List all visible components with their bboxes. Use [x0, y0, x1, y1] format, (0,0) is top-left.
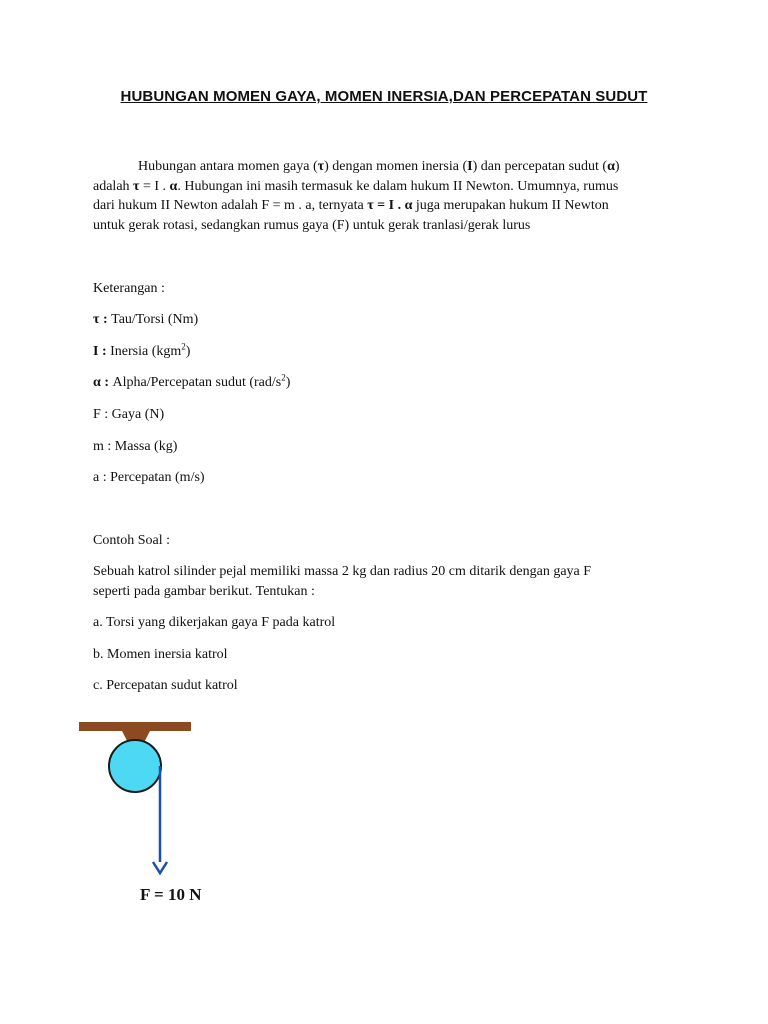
text: Tau/Torsi (Nm) — [107, 312, 199, 327]
force-label: F = 10 N — [140, 885, 202, 904]
superscript: 2 — [281, 372, 286, 383]
legend-alpha — [93, 372, 291, 391]
force-arrow-head — [153, 862, 167, 873]
page-title: HUBUNGAN MOMEN GAYA, MOMEN INERSIA,DAN PERCEPATAN SUDUT — [120, 88, 648, 105]
text: ) — [285, 375, 291, 390]
intro-line-2 — [93, 177, 683, 197]
text: Alpha/Percepatan sudut (rad/s — [108, 375, 282, 390]
text: juga merupakan hukum II Newton — [412, 198, 609, 213]
superscript: 2 — [181, 341, 186, 352]
legend-force: F : Gaya (N) — [93, 407, 165, 422]
pulley-wheel — [109, 740, 161, 792]
legend-acceleration: a : Percepatan (m/s) — [93, 470, 205, 485]
legend-mass: m : Massa (kg) — [93, 439, 178, 454]
intro-line-1 — [93, 157, 683, 177]
formula: τ = I . α — [367, 198, 413, 213]
text: Inersia (kgm — [106, 344, 182, 359]
text: ) — [185, 344, 191, 359]
alpha-symbol: α : — [93, 375, 109, 390]
text: ) — [614, 159, 620, 174]
text: . Hubungan ini masih termasuk ke dalam hukum II Newton. Umumnya, rumus — [177, 178, 619, 194]
text: = I . — [139, 178, 170, 194]
keterangan-heading: Keterangan : — [93, 281, 165, 296]
text: ) dengan momen inersia ( — [324, 159, 468, 174]
question-b: b. Momen inersia katrol — [93, 647, 228, 662]
question-c: c. Percepatan sudut katrol — [93, 678, 238, 693]
contoh-heading: Contoh Soal : — [93, 533, 171, 548]
pulley-diagram — [70, 712, 270, 922]
tau-symbol: τ — [133, 178, 140, 194]
inertia-symbol: I : — [93, 344, 107, 359]
inertia-symbol: I — [467, 159, 473, 174]
text: adalah — [93, 178, 134, 194]
tau-symbol: τ : — [93, 312, 108, 327]
intro-line-3 — [93, 196, 683, 216]
text: Hubungan antara momen gaya ( — [138, 159, 318, 174]
question-a: a. Torsi yang dikerjakan gaya F pada katrol — [93, 615, 336, 630]
intro-line-4: untuk gerak rotasi, sedangkan rumus gaya (F) untuk gerak tranlasi/gerak lurus — [93, 217, 531, 233]
text: dari hukum II Newton adalah F = m . a, ternyata — [93, 198, 368, 213]
text: ) dan percepatan sudut ( — [472, 159, 608, 174]
legend-tau — [93, 312, 198, 328]
tau-symbol: τ — [317, 159, 325, 174]
intro-paragraph — [93, 157, 683, 235]
legend-inertia — [93, 341, 191, 360]
alpha-symbol: α — [607, 159, 615, 174]
problem-line-1: Sebuah katrol silinder pejal memiliki massa 2 kg dan radius 20 cm ditarik dengan gaya F — [93, 564, 592, 579]
ceiling-beam — [79, 722, 191, 731]
problem-line-2: seperti pada gambar berikut. Tentukan : — [93, 584, 315, 599]
alpha-symbol: α — [169, 178, 178, 194]
